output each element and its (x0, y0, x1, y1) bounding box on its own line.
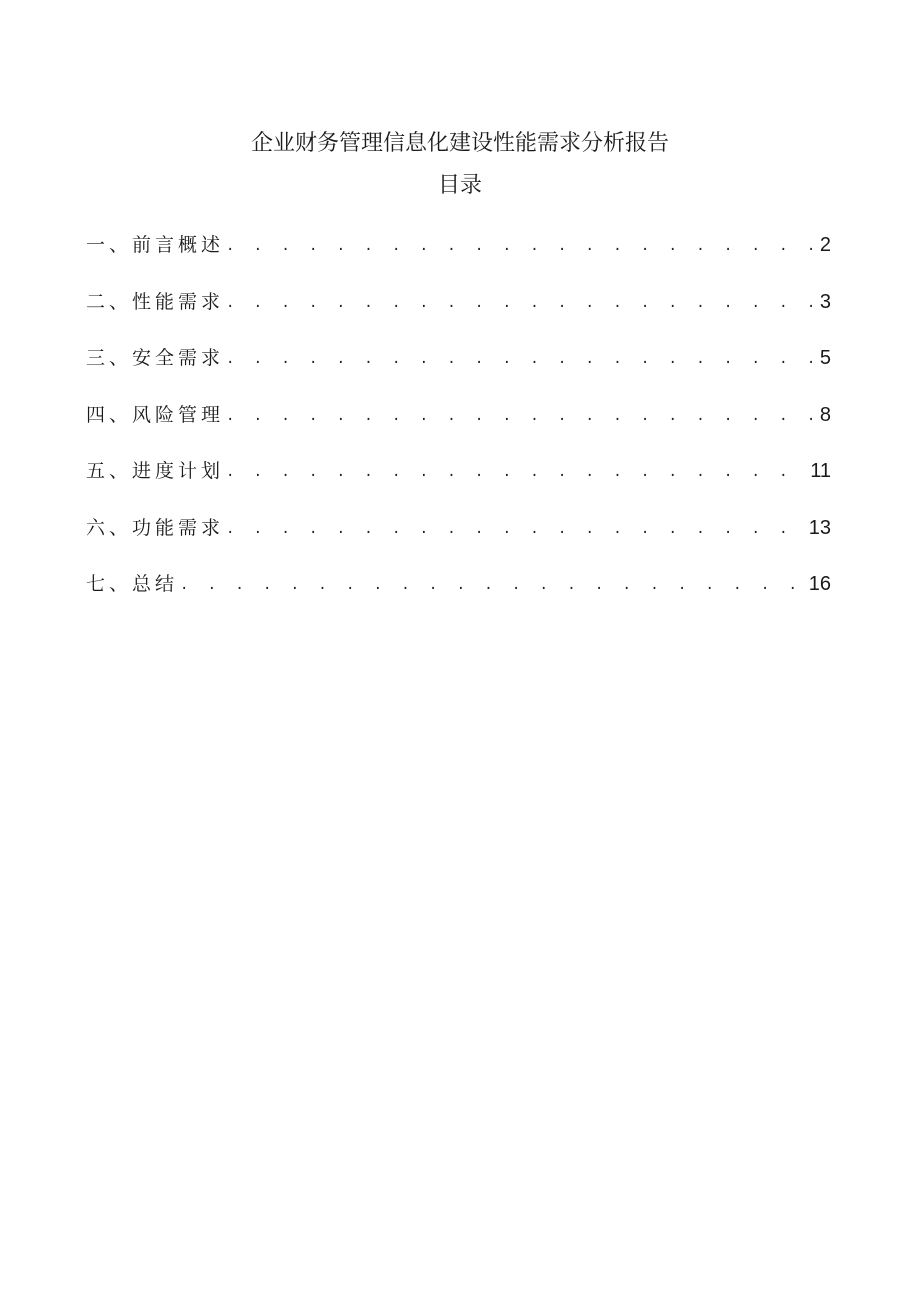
dot-leader (226, 288, 818, 318)
toc-entry-functional[interactable] (86, 513, 831, 570)
toc-heading: 目录 (437, 173, 482, 198)
toc-entry-page-number: 16 (808, 573, 831, 595)
toc-entry-label: 一、前言概述 (86, 234, 225, 256)
toc-entry-performance[interactable] (86, 287, 831, 344)
toc-entry-page-number: 8 (819, 403, 831, 426)
toc-entry-page-number: 13 (808, 516, 831, 539)
toc-entry-page-number: 5 (819, 347, 831, 369)
dot-leader (226, 344, 818, 374)
toc-entry-summary[interactable] (86, 569, 831, 626)
toc-entry-page-number: 3 (819, 290, 831, 313)
document-title: 企业财务管理信息化建设性能需求分析报告 (250, 131, 669, 156)
toc-entry-preface[interactable] (86, 230, 831, 287)
toc-entry-label: 五、进度计划 (86, 460, 225, 482)
toc-entry-security[interactable] (86, 343, 831, 400)
toc-entry-label: 六、功能需求 (86, 516, 225, 539)
toc-entry-risk[interactable] (86, 400, 831, 457)
toc-entry-label: 二、性能需求 (86, 290, 225, 313)
toc-entry-page-number: 2 (819, 234, 831, 256)
toc-entry-page-number: 11 (810, 460, 831, 482)
dot-leader (226, 231, 818, 261)
dot-leader (226, 401, 818, 431)
table-of-contents (86, 230, 831, 626)
dot-leader (226, 457, 808, 487)
toc-entry-label: 七、总结 (86, 573, 179, 595)
dot-leader (226, 514, 807, 544)
toc-entry-label: 三、安全需求 (86, 347, 225, 369)
toc-entry-schedule[interactable] (86, 456, 831, 513)
dot-leader (180, 570, 807, 600)
toc-entry-label: 四、风险管理 (86, 403, 225, 426)
